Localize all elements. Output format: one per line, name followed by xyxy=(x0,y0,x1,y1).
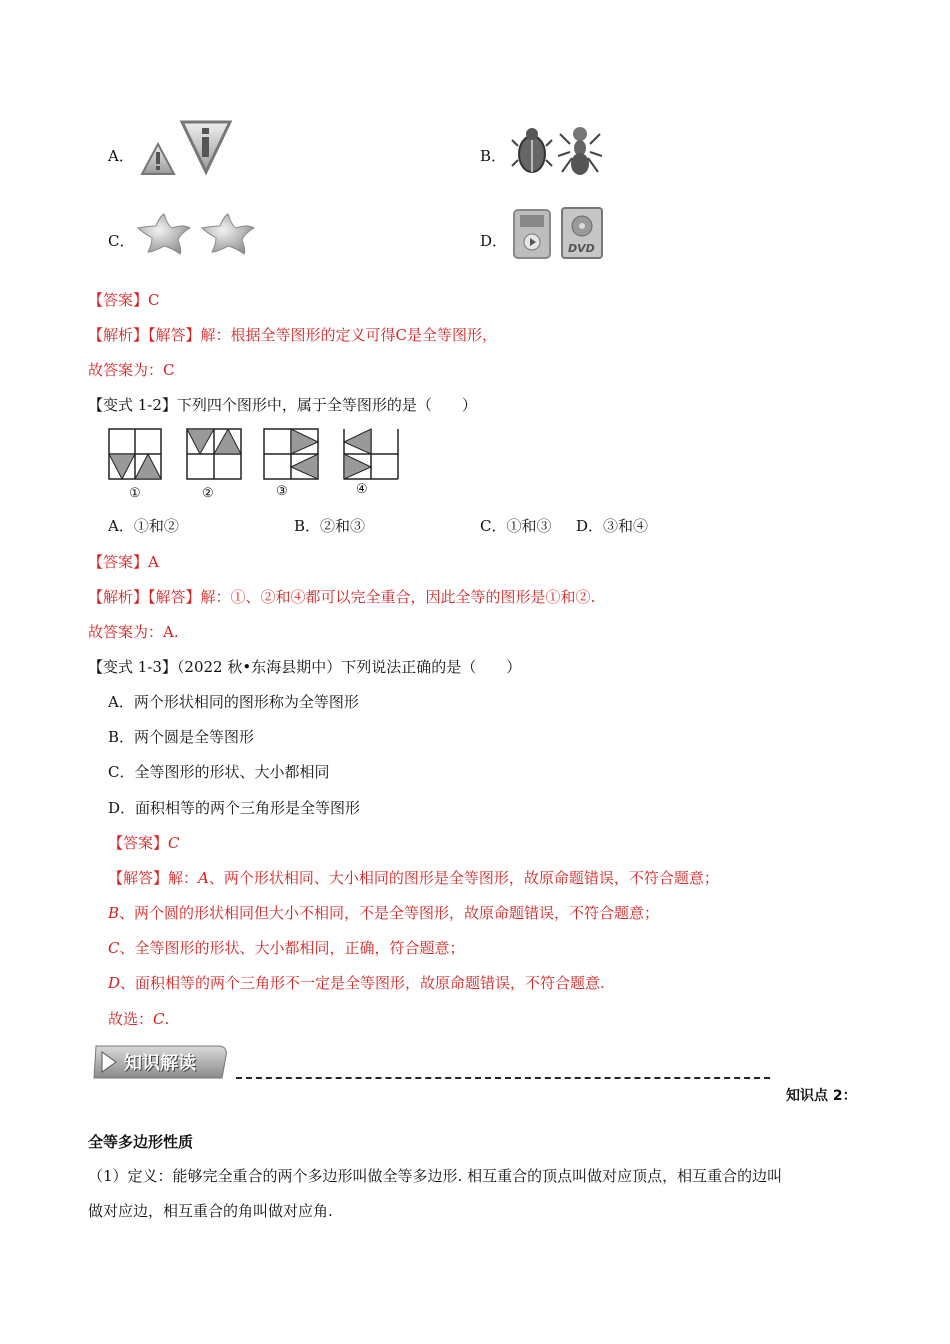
q2-figure-label-1: ① xyxy=(129,486,141,501)
option-b-label: B． xyxy=(480,147,507,165)
option-a-label: A． xyxy=(108,147,134,165)
q3-answer-prefix: 【答案】 xyxy=(108,834,169,852)
q3-solution-line-4 xyxy=(108,972,605,993)
q3-answer xyxy=(108,832,180,853)
q3-answer-value: C xyxy=(168,834,180,852)
definition-line-1: （1）定义：能够完全重合的两个多边形叫做全等多边形. 相互重合的顶点叫做对应顶点，相互重合的边叫 xyxy=(88,1167,783,1185)
q2-analysis: 【解析】【解答】解：①、②和④都可以完全重合，因此全等的图形是①和②. xyxy=(88,588,596,606)
q3-solution-line-1 xyxy=(108,867,719,888)
warning-sign-icons xyxy=(138,118,234,178)
option-d-label: D． xyxy=(480,232,508,250)
media-player-dvd-icons xyxy=(512,206,604,260)
q2-figure-label-2: ② xyxy=(202,486,214,501)
q3-solution-letter-d: D xyxy=(108,974,121,992)
q3-final-value: C xyxy=(153,1010,165,1028)
q2-figure-2 xyxy=(186,428,242,480)
q1-conclusion: 故答案为：C xyxy=(88,361,175,379)
q3-solution-letter-c: C xyxy=(108,939,120,957)
q3-stem: 【变式 1-3】（2022 秋•东海县期中）下列说法正确的是（ ） xyxy=(88,658,522,676)
q1-answer: 【答案】C xyxy=(88,291,160,309)
q3-solution-text-c: 、全等图形的形状、大小都相同，正确，符合题意； xyxy=(119,939,465,957)
q2-figure-label-4: ④ xyxy=(356,482,368,497)
q3-solution-text-d: 、面积相等的两个三角形不一定是全等图形，故原命题错误，不符合题意. xyxy=(120,974,605,992)
q3-option-c: C．全等图形的形状、大小都相同 xyxy=(108,763,330,781)
knowledge-point-label: 知识点 2： xyxy=(786,1088,857,1104)
q3-option-d: D．面积相等的两个三角形是全等图形 xyxy=(108,799,361,817)
q3-final xyxy=(108,1008,169,1029)
q3-solution-prefix: 【解答】解： xyxy=(108,869,199,887)
q2-figure-4 xyxy=(343,428,399,480)
q3-option-a: A．两个形状相同的图形称为全等图形 xyxy=(108,693,359,711)
option-c-label: C． xyxy=(108,232,135,250)
star-blob-icons xyxy=(136,210,256,258)
svg-text:DVD: DVD xyxy=(568,242,595,255)
q3-solution-text-a: 、两个形状相同、大小相同的图形是全等图形，故原命题错误，不符合题意； xyxy=(208,869,719,887)
q3-solution-letter-a: A xyxy=(198,869,209,887)
q3-solution-line-2 xyxy=(108,902,659,923)
q3-option-b: B．两个圆是全等图形 xyxy=(108,728,255,746)
q3-final-prefix: 故选： xyxy=(108,1010,154,1028)
knowledge-banner-text: 知识解读 xyxy=(124,1053,196,1074)
q2-figure-3 xyxy=(263,428,319,480)
section-heading: 全等多边形性质 xyxy=(88,1133,194,1151)
beetle-ant-icons xyxy=(512,124,604,176)
q2-option-b: B．②和③ xyxy=(294,517,366,535)
q1-analysis: 【解析】【解答】解：根据全等图形的定义可得C是全等图形， xyxy=(88,326,497,344)
q3-final-suffix: . xyxy=(164,1010,170,1028)
q2-figure-1 xyxy=(108,428,162,480)
q2-option-a: A．①和② xyxy=(108,517,179,535)
q3-solution-text-b: 、两个圆的形状相同但大小不相同，不是全等图形，故原命题错误，不符合题意； xyxy=(119,904,660,922)
definition-line-2: 做对应边，相互重合的角叫做对应角. xyxy=(88,1202,333,1220)
q2-option-d: D．③和④ xyxy=(576,517,649,535)
q2-option-c: C．①和③ xyxy=(480,517,552,535)
q3-solution-letter-b: B xyxy=(108,904,120,922)
q2-answer: 【答案】A xyxy=(88,553,159,571)
banner-divider xyxy=(236,1077,770,1079)
q3-solution-line-3 xyxy=(108,937,465,958)
q2-conclusion: 故答案为：A. xyxy=(88,623,179,641)
q2-stem: 【变式 1-2】下列四个图形中，属于全等图形的是（ ） xyxy=(88,396,477,414)
q2-figure-label-3: ③ xyxy=(276,484,288,499)
